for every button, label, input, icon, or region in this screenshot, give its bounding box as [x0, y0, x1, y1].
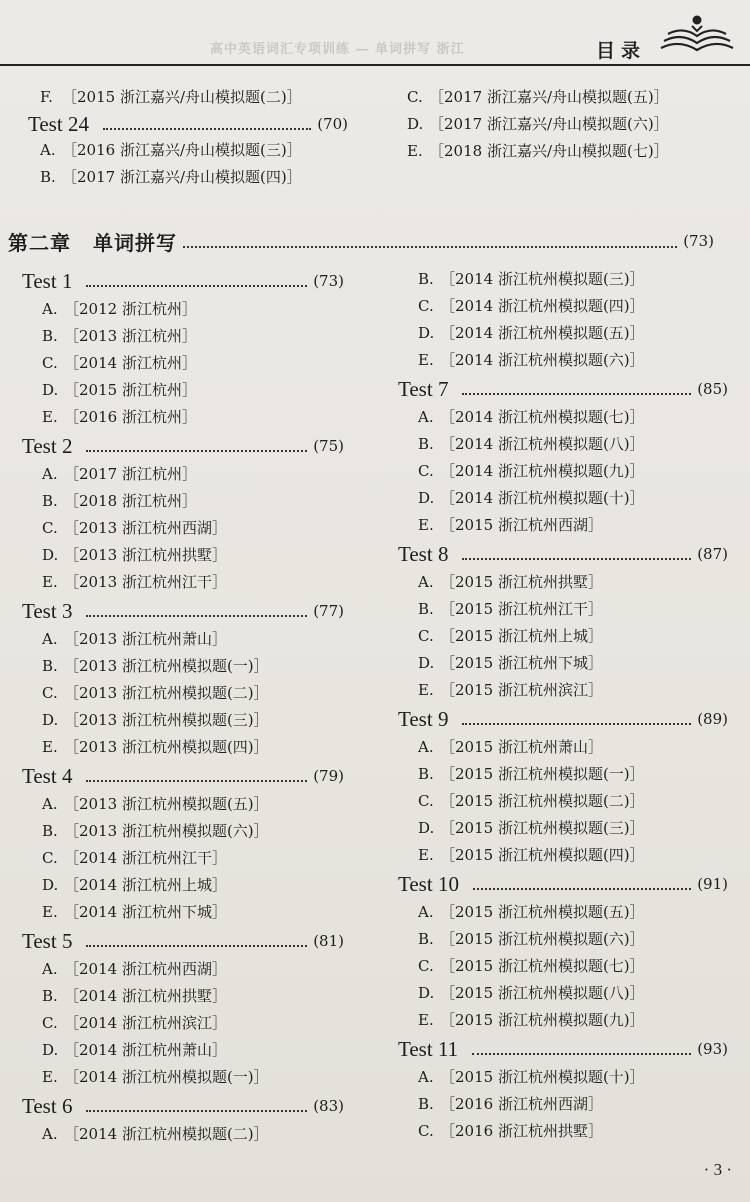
entry-letter: D.: [418, 489, 435, 507]
entry-source: ［2014 浙江杭州模拟题(三)］: [440, 270, 645, 288]
toc-entry[interactable]: [398, 650, 728, 677]
toc-entry[interactable]: [22, 542, 344, 569]
entry-letter: B.: [418, 1095, 434, 1113]
entry-letter: A.: [42, 630, 58, 648]
test-heading[interactable]: [22, 1091, 344, 1121]
toc-entry[interactable]: [22, 956, 344, 983]
test-page-number: (93): [697, 1040, 728, 1058]
entry-source: ［2015 浙江杭州模拟题(四)］: [440, 846, 645, 864]
chapter-name: 单词拼写: [93, 230, 177, 255]
test-heading[interactable]: [22, 266, 344, 296]
test-heading[interactable]: [398, 869, 728, 899]
toc-entry[interactable]: [398, 926, 728, 953]
entry-letter: A.: [42, 465, 58, 483]
entry-letter: C.: [42, 354, 58, 372]
toc-entry[interactable]: [22, 569, 344, 596]
entry-source: ［2015 浙江杭州模拟题(六)］: [440, 930, 645, 948]
test-name: Test 24: [28, 111, 89, 136]
entry-letter: A.: [418, 1068, 434, 1086]
toc-entry[interactable]: [22, 350, 344, 377]
entry-source: ［2014 浙江杭州下城］: [64, 903, 227, 921]
entry-source: ［2015 浙江杭州滨江］: [440, 681, 603, 699]
test-heading[interactable]: [398, 539, 728, 569]
entry-letter: D.: [42, 381, 59, 399]
leader-dots: [103, 128, 311, 130]
toc-entry[interactable]: [398, 266, 728, 293]
test-page-number: (73): [313, 272, 344, 290]
entry-source: ［2016 浙江杭州西湖］: [440, 1095, 603, 1113]
entry-letter: D.: [42, 546, 59, 564]
toc-entry[interactable]: [22, 899, 344, 926]
entry-letter: C.: [418, 297, 434, 315]
test-name: Test 7: [398, 376, 449, 401]
entry-letter: D.: [418, 984, 435, 1002]
toc-entry[interactable]: [398, 347, 728, 374]
entry-source: ［2013 浙江杭州模拟题(五)］: [64, 795, 269, 813]
entry-letter: D.: [42, 1041, 59, 1059]
toc-entry[interactable]: [395, 84, 715, 111]
entry-source: ［2013 浙江杭州模拟题(一)］: [64, 657, 269, 675]
header-title: 目录: [595, 40, 646, 62]
entry-source: ［2013 浙江杭州模拟题(二)］: [64, 684, 269, 702]
entry-source: ［2014 浙江杭州模拟题(一)］: [64, 1068, 269, 1086]
entry-source: ［2013 浙江杭州模拟题(六)］: [64, 822, 269, 840]
entry-source: ［2015 浙江杭州模拟题(三)］: [440, 819, 645, 837]
entry-source: ［2015 浙江杭州模拟题(十)］: [440, 1068, 645, 1086]
toc-entry[interactable]: [398, 734, 728, 761]
leader-dots: [472, 1053, 691, 1055]
toc-entry[interactable]: [398, 1064, 728, 1091]
toc-entry[interactable]: [22, 296, 344, 323]
entry-source: ［2012 浙江杭州］: [64, 300, 197, 318]
entry-letter: B.: [42, 822, 58, 840]
entry-letter: D.: [418, 324, 435, 342]
entry-letter: D.: [42, 876, 59, 894]
chapter-page-number: (73): [683, 232, 714, 250]
test-heading[interactable]: [28, 111, 348, 137]
entry-source: ［2015 浙江杭州江干］: [440, 600, 603, 618]
entry-source: ［2017 浙江杭州］: [64, 465, 197, 483]
leader-dots: [86, 780, 307, 782]
toc-entry[interactable]: [398, 320, 728, 347]
entry-letter: B.: [40, 168, 56, 186]
toc-entry[interactable]: [398, 677, 728, 704]
toc-entry[interactable]: [22, 323, 344, 350]
test-name: Test 11: [398, 1036, 459, 1061]
entry-source: ［2014 浙江杭州模拟题(四)］: [440, 297, 645, 315]
entry-letter: E.: [42, 408, 58, 426]
test-heading[interactable]: [398, 704, 728, 734]
entry-source: ［2014 浙江杭州］: [64, 354, 197, 372]
toc-entry[interactable]: [28, 84, 348, 111]
entry-source: ［2014 浙江杭州模拟题(九)］: [440, 462, 645, 480]
toc-entry[interactable]: [22, 626, 344, 653]
test-page-number: (77): [313, 602, 344, 620]
toc-entry[interactable]: [22, 653, 344, 680]
entry-source: ［2013 浙江杭州西湖］: [64, 519, 227, 537]
entry-letter: E.: [418, 351, 434, 369]
test-name: Test 4: [22, 763, 73, 788]
test-name: Test 3: [22, 598, 73, 623]
entry-source: ［2016 浙江杭州拱墅］: [440, 1122, 603, 1140]
toc-entry[interactable]: [22, 404, 344, 431]
entry-source: ［2015 浙江杭州拱墅］: [440, 573, 603, 591]
entry-letter: B.: [418, 435, 434, 453]
test-name: Test 8: [398, 541, 449, 566]
entry-source: ［2015 浙江杭州西湖］: [440, 516, 603, 534]
toc-entry[interactable]: [398, 623, 728, 650]
entry-source: ［2013 浙江杭州］: [64, 327, 197, 345]
entry-source: ［2015 浙江杭州模拟题(五)］: [440, 903, 645, 921]
entry-letter: C.: [42, 519, 58, 537]
entry-letter: D.: [418, 654, 435, 672]
toc-entry[interactable]: [22, 377, 344, 404]
entry-source: ［2018 浙江嘉兴/舟山模拟题(七)］: [429, 142, 669, 160]
entry-letter: C.: [42, 1014, 58, 1032]
entry-letter: C.: [418, 957, 434, 975]
entry-letter: D.: [407, 115, 424, 133]
previous-chapter-right: [395, 84, 715, 165]
toc-entry[interactable]: [22, 515, 344, 542]
toc-entry[interactable]: [398, 1118, 728, 1145]
toc-entry[interactable]: [22, 1010, 344, 1037]
test-heading[interactable]: [22, 761, 344, 791]
entry-letter: A.: [42, 1125, 58, 1143]
toc-entry[interactable]: [398, 842, 728, 869]
entry-letter: D.: [418, 819, 435, 837]
entry-letter: B.: [418, 930, 434, 948]
toc-entry[interactable]: [398, 980, 728, 1007]
entry-source: ［2014 浙江杭州拱墅］: [64, 987, 227, 1005]
toc-entry[interactable]: [398, 569, 728, 596]
entry-source: ［2015 浙江杭州模拟题(八)］: [440, 984, 645, 1002]
entry-source: ［2014 浙江杭州模拟题(五)］: [440, 324, 645, 342]
test-page-number: (70): [317, 115, 348, 133]
entry-source: ［2015 浙江杭州模拟题(九)］: [440, 1011, 645, 1029]
entry-letter: F.: [40, 88, 53, 106]
entry-letter: E.: [418, 516, 434, 534]
entry-letter: E.: [418, 681, 434, 699]
entry-letter: A.: [42, 960, 58, 978]
test-name: Test 2: [22, 433, 73, 458]
entry-source: ［2015 浙江杭州］: [64, 381, 197, 399]
toc-entry[interactable]: [398, 404, 728, 431]
entry-letter: B.: [418, 765, 434, 783]
toc-entry[interactable]: [22, 1064, 344, 1091]
leader-dots: [86, 945, 307, 947]
leader-dots: [473, 888, 691, 890]
page-header: [0, 0, 750, 62]
test-heading[interactable]: [22, 926, 344, 956]
entry-source: ［2014 浙江杭州西湖］: [64, 960, 227, 978]
leader-dots: [462, 558, 691, 560]
test-page-number: (81): [313, 932, 344, 950]
entry-source: ［2014 浙江杭州模拟题(八)］: [440, 435, 645, 453]
toc-entry[interactable]: [398, 1007, 728, 1034]
entry-source: ［2015 浙江杭州上城］: [440, 627, 603, 645]
entry-source: ［2014 浙江杭州模拟题(七)］: [440, 408, 645, 426]
toc-entry[interactable]: [395, 111, 715, 138]
toc-entry[interactable]: [398, 761, 728, 788]
toc-entry[interactable]: [22, 1121, 344, 1148]
test-page-number: (87): [697, 545, 728, 563]
entry-letter: E.: [418, 846, 434, 864]
test-name: Test 5: [22, 928, 73, 953]
entry-letter: B.: [42, 327, 58, 345]
entry-letter: B.: [418, 600, 434, 618]
entry-letter: A.: [418, 903, 434, 921]
toc-entry[interactable]: [398, 485, 728, 512]
leader-dots: [462, 393, 691, 395]
toc-entry[interactable]: [22, 845, 344, 872]
entry-source: ［2015 浙江杭州模拟题(二)］: [440, 792, 645, 810]
entry-letter: E.: [407, 142, 423, 160]
entry-letter: C.: [407, 88, 423, 106]
entry-letter: B.: [42, 657, 58, 675]
toc-entry[interactable]: [22, 680, 344, 707]
entry-source: ［2014 浙江杭州江干］: [64, 849, 227, 867]
toc-entry[interactable]: [398, 431, 728, 458]
toc-entry[interactable]: [22, 734, 344, 761]
toc-entry[interactable]: [398, 788, 728, 815]
toc-entry[interactable]: [398, 458, 728, 485]
entry-source: ［2014 浙江杭州滨江］: [64, 1014, 227, 1032]
chapter-title: [8, 227, 177, 256]
toc-entry[interactable]: [28, 164, 348, 191]
toc-entry[interactable]: [22, 461, 344, 488]
test-page-number: (79): [313, 767, 344, 785]
entry-source: ［2013 浙江杭州江干］: [64, 573, 227, 591]
toc-entry[interactable]: [398, 596, 728, 623]
entry-source: ［2017 浙江嘉兴/舟山模拟题(六)］: [429, 115, 669, 133]
entry-letter: A.: [42, 795, 58, 813]
entry-source: ［2015 浙江杭州模拟题(一)］: [440, 765, 645, 783]
entry-source: ［2016 浙江杭州］: [64, 408, 197, 426]
entry-letter: C.: [42, 849, 58, 867]
entry-source: ［2015 浙江杭州模拟题(七)］: [440, 957, 645, 975]
entry-source: ［2013 浙江杭州萧山］: [64, 630, 227, 648]
entry-letter: B.: [418, 270, 434, 288]
entry-source: ［2013 浙江杭州拱墅］: [64, 546, 227, 564]
test-heading[interactable]: [398, 1034, 728, 1064]
leader-dots: [183, 246, 677, 248]
header-divider: [0, 64, 750, 66]
test-page-number: (91): [697, 875, 728, 893]
book-logo-icon: [658, 12, 736, 56]
entry-letter: E.: [42, 573, 58, 591]
toc-entry[interactable]: [398, 899, 728, 926]
toc-entry[interactable]: [398, 1091, 728, 1118]
entry-source: ［2014 浙江杭州萧山］: [64, 1041, 227, 1059]
toc-entry[interactable]: [398, 293, 728, 320]
entry-source: ［2014 浙江杭州模拟题(六)］: [440, 351, 645, 369]
header-faint-text: 高中英语词汇专项训练 — 单词拼写 浙江: [210, 42, 465, 57]
entry-letter: C.: [42, 684, 58, 702]
toc-entry[interactable]: [22, 488, 344, 515]
entry-letter: A.: [418, 408, 434, 426]
entry-letter: B.: [42, 987, 58, 1005]
entry-source: ［2014 浙江杭州模拟题(十)］: [440, 489, 645, 507]
leader-dots: [462, 723, 691, 725]
leader-dots: [86, 450, 307, 452]
previous-chapter-left: [28, 84, 348, 191]
leader-dots: [86, 1110, 307, 1112]
toc-entry[interactable]: [28, 137, 348, 164]
test-page-number: (75): [313, 437, 344, 455]
entry-source: ［2017 浙江嘉兴/舟山模拟题(五)］: [429, 88, 669, 106]
entry-source: ［2013 浙江杭州模拟题(四)］: [64, 738, 269, 756]
toc-right-column: [398, 266, 728, 1145]
toc-entry[interactable]: [398, 512, 728, 539]
entry-letter: A.: [42, 300, 58, 318]
entry-source: ［2014 浙江杭州上城］: [64, 876, 227, 894]
page-number: · 3 ·: [703, 1160, 732, 1179]
entry-letter: E.: [42, 903, 58, 921]
toc-entry[interactable]: [22, 707, 344, 734]
entry-letter: D.: [42, 711, 59, 729]
entry-source: ［2018 浙江杭州］: [64, 492, 197, 510]
entry-letter: A.: [418, 738, 434, 756]
toc-entry[interactable]: [22, 872, 344, 899]
test-page-number: (85): [697, 380, 728, 398]
entry-letter: E.: [42, 738, 58, 756]
toc-entry[interactable]: [22, 1037, 344, 1064]
test-page-number: (83): [313, 1097, 344, 1115]
entry-letter: A.: [418, 573, 434, 591]
entry-letter: E.: [418, 1011, 434, 1029]
toc-entry[interactable]: [398, 815, 728, 842]
test-page-number: (89): [697, 710, 728, 728]
test-name: Test 6: [22, 1093, 73, 1118]
entry-source: ［2016 浙江嘉兴/舟山模拟题(三)］: [62, 141, 302, 159]
entry-letter: B.: [42, 492, 58, 510]
test-name: Test 10: [398, 871, 459, 896]
test-name: Test 1: [22, 268, 73, 293]
toc-entry[interactable]: [395, 138, 715, 165]
entry-source: ［2015 浙江杭州萧山］: [440, 738, 603, 756]
leader-dots: [86, 615, 307, 617]
entry-letter: E.: [42, 1068, 58, 1086]
toc-left-column: [22, 266, 344, 1148]
test-heading[interactable]: [22, 596, 344, 626]
leader-dots: [86, 285, 307, 287]
entry-letter: A.: [40, 141, 56, 159]
chapter-label: 第二章: [8, 230, 71, 255]
toc-entry[interactable]: [22, 983, 344, 1010]
entry-source: ［2013 浙江杭州模拟题(三)］: [64, 711, 269, 729]
entry-source: ［2017 浙江嘉兴/舟山模拟题(四)］: [62, 168, 302, 186]
entry-source: ［2015 浙江嘉兴/舟山模拟题(二)］: [62, 88, 302, 106]
entry-letter: C.: [418, 1122, 434, 1140]
chapter-heading[interactable]: [8, 226, 714, 256]
toc-entry[interactable]: [22, 818, 344, 845]
toc-entry[interactable]: [398, 953, 728, 980]
entry-letter: C.: [418, 792, 434, 810]
toc-entry[interactable]: [22, 791, 344, 818]
entry-source: ［2015 浙江杭州下城］: [440, 654, 603, 672]
test-heading[interactable]: [22, 431, 344, 461]
entry-letter: C.: [418, 627, 434, 645]
test-name: Test 9: [398, 706, 449, 731]
entry-letter: C.: [418, 462, 434, 480]
entry-source: ［2014 浙江杭州模拟题(二)］: [64, 1125, 269, 1143]
test-heading[interactable]: [398, 374, 728, 404]
